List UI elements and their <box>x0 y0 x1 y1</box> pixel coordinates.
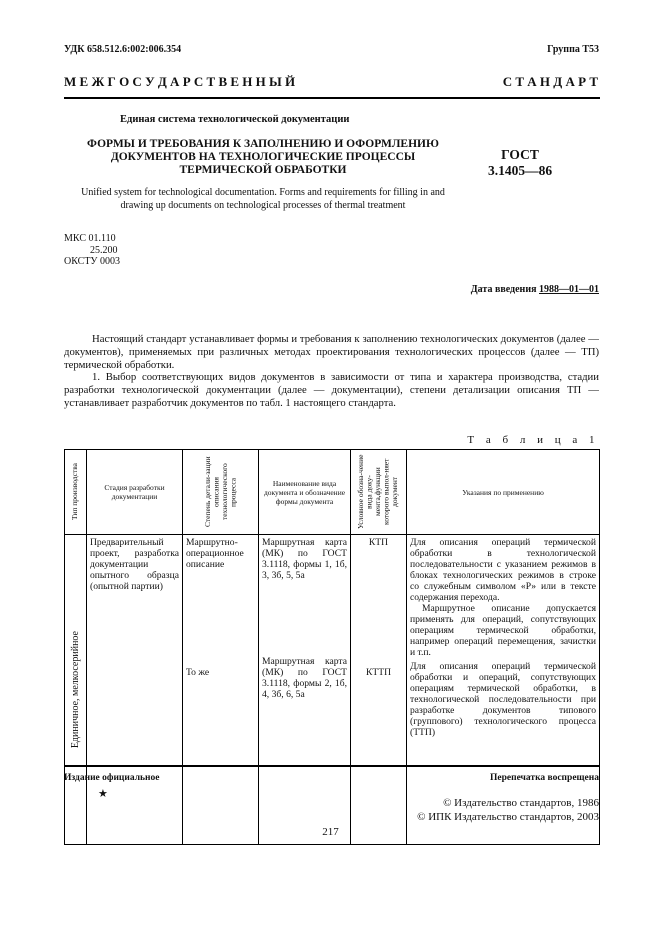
detail-cell <box>183 535 259 845</box>
udk-code: УДК 658.512.6:002:006.354 <box>64 44 182 55</box>
table-caption: Т а б л и ц а 1 <box>467 434 599 446</box>
document-title: ФОРМЫ И ТРЕБОВАНИЯ К ЗАПОЛНЕНИЮ И ОФОРМЛЕНИЮ ДОКУМЕНТОВ НА ТЕХНОЛОГИЧЕСКИЕ ПРОЦЕССЫ ТЕРМИЧЕСКОЙ ОБРАБОТКИ <box>87 138 439 176</box>
production-type-cell: Единичное, мелкосерийное <box>65 535 87 845</box>
row2-doc-name: Маршрутная карта (МК) по ГОСТ 3.1118, формы 2, 1б, 4, 3б, 6, 5а <box>262 656 347 700</box>
stage-cell: Предварительный проект, разработка документации опытного образца (опытной партии) <box>87 535 183 845</box>
gost-label: ГОСТ <box>501 147 539 162</box>
row1-doc-name: Маршрутная карта (МК) по ГОСТ 3.1118, формы 1, 1б, 3, 3б, 5, 5а <box>262 537 347 581</box>
row1-code: КТП <box>368 537 389 548</box>
header-doc-name: Наименование вида документа и обозначение формы документа <box>259 450 351 535</box>
okstu-code: ОКСТУ 0003 <box>64 256 121 267</box>
paragraph-2: 1. Выбор соответствующих видов документов в зависимости от типа и характера производства, стадии разработки технологической документации (далее — документации), степени детализации описания ТП — устанавливает разработчик документов по табл. 1 настоящего стандарта. <box>64 371 599 409</box>
banner-word-standard: С Т А Н Д А Р Т <box>502 74 598 89</box>
row1-detail: Маршрутно-операционное описание <box>186 537 244 570</box>
header-notes: Указания по применению <box>407 450 600 535</box>
copyright-block <box>417 796 599 824</box>
header-detail: Степень детали-зации описания технологического процесса <box>183 450 259 535</box>
mks-line1: МКС 01.110 <box>64 233 116 244</box>
table-header-row <box>65 450 600 535</box>
header-production-type: Тип производства <box>65 450 87 535</box>
official-edition: Издание официальное <box>64 773 160 783</box>
english-title: Unified system for technological documentation. Forms and requirements for filling in and drawing up documents on technological processes of thermal treatment <box>81 187 445 211</box>
classification-codes <box>64 233 120 268</box>
gost-number: 3.1405—86 <box>487 163 553 178</box>
header-stage: Стадия разработки документации <box>87 450 183 535</box>
header-code: Условное обозна-чение вида доку-мента,функции которого выпол-няет документ <box>351 450 407 535</box>
page-number: 217 <box>322 826 339 838</box>
reprint-notice: Перепечатка воспрещена <box>489 773 599 783</box>
top-divider <box>64 97 600 99</box>
bottom-divider <box>64 765 600 767</box>
copyright-2: © ИПК Издательство стандартов, 2003 <box>417 811 599 823</box>
gost-designation <box>474 147 566 179</box>
row2-note: Для описания операций термической обработки и операций, сопутствующих операциям термической обработки, в технологической последовательности при разработке документов типового (группового) технологического процесса (ТТП) <box>410 661 596 738</box>
copyright-1: © Издательство стандартов, 1986 <box>443 797 599 809</box>
paragraph-1: Настоящий стандарт устанавливает формы и требования к заполнению технологических документов (далее — документов), применяемых при различных методах проектирования технологических процессов (далее — ТП) термической обработки. <box>64 333 599 371</box>
date-value: 1988—01—01 <box>539 284 599 295</box>
clause-1 <box>64 371 599 410</box>
effective-date <box>471 284 599 295</box>
star-icon: ★ <box>98 788 108 800</box>
doc-name-cell <box>259 535 351 845</box>
intro-paragraph <box>64 333 599 372</box>
row1-note2: Маршрутное описание допускается применять для операций, сопутствующих операциям термической обработки, например операций перемещения, зачистки и т.п. <box>410 603 596 658</box>
row2-code: КТТП <box>365 667 392 678</box>
mks-line2: 25.200 <box>90 244 118 256</box>
row1-note1: Для описания операций термической обработки в технологической последовательности с указанием режимов в блоках технологических режимов в строке со служебным символом «Р» или в тексте содержания перехода. <box>410 537 596 603</box>
documents-table <box>64 449 600 845</box>
banner-word-interstate: М Е Ж Г О С У Д А Р С Т В Е Н Н Ы Й <box>64 74 296 89</box>
standard-banner <box>64 74 598 90</box>
row2-detail: То же <box>186 667 210 678</box>
code-cell <box>351 535 407 845</box>
system-name: Единая система технологической документации <box>120 114 350 125</box>
date-label: Дата введения <box>470 284 537 295</box>
group-code: Группа Т53 <box>547 44 599 55</box>
